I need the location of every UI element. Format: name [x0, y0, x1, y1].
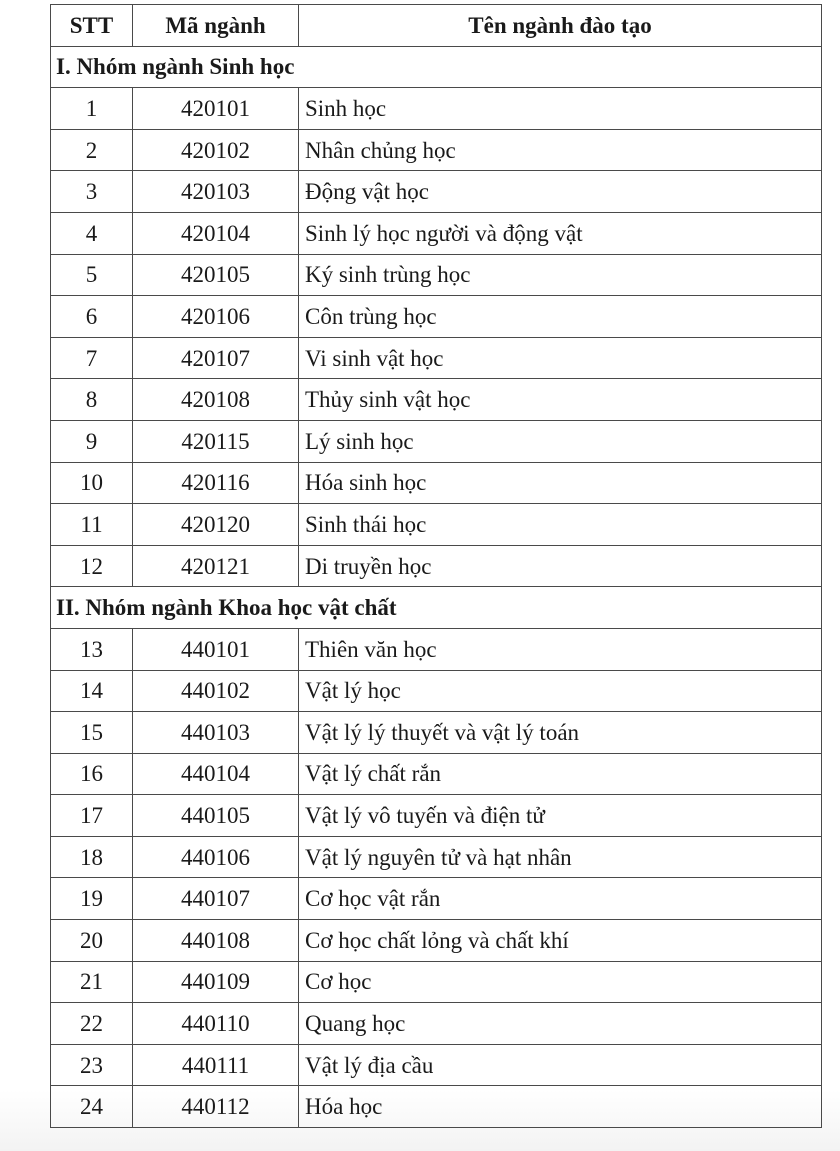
stt-cell: 22	[51, 1003, 133, 1045]
table-row	[51, 171, 822, 213]
table-row	[51, 1044, 822, 1086]
name-cell: Vật lý nguyên tử và hạt nhân	[299, 836, 822, 878]
code-cell: 440108	[133, 920, 299, 962]
stt-cell: 24	[51, 1086, 133, 1128]
table-row	[51, 212, 822, 254]
code-cell: 420108	[133, 379, 299, 421]
name-cell: Vật lý học	[299, 670, 822, 712]
stt-cell: 23	[51, 1044, 133, 1086]
table-row	[51, 545, 822, 587]
table-row	[51, 628, 822, 670]
group-title: II. Nhóm ngành Khoa học vật chất	[51, 587, 822, 629]
name-cell: Sinh học	[299, 88, 822, 130]
table-row	[51, 836, 822, 878]
header-code: Mã ngành	[133, 5, 299, 47]
table-row	[51, 504, 822, 546]
name-cell: Hóa sinh học	[299, 462, 822, 504]
code-cell: 420105	[133, 254, 299, 296]
code-cell: 420116	[133, 462, 299, 504]
stt-cell: 18	[51, 836, 133, 878]
code-cell: 420120	[133, 504, 299, 546]
code-cell: 440103	[133, 712, 299, 754]
header-name: Tên ngành đào tạo	[299, 5, 822, 47]
name-cell: Vật lý địa cầu	[299, 1044, 822, 1086]
name-cell: Hóa học	[299, 1086, 822, 1128]
name-cell: Di truyền học	[299, 545, 822, 587]
code-cell: 440106	[133, 836, 299, 878]
code-cell: 440112	[133, 1086, 299, 1128]
name-cell: Cơ học chất lỏng và chất khí	[299, 920, 822, 962]
name-cell: Sinh lý học người và động vật	[299, 212, 822, 254]
code-cell: 420106	[133, 296, 299, 338]
name-cell: Cơ học	[299, 961, 822, 1003]
code-cell: 420103	[133, 171, 299, 213]
table-row	[51, 254, 822, 296]
name-cell: Thủy sinh vật học	[299, 379, 822, 421]
stt-cell: 6	[51, 296, 133, 338]
table-row	[51, 961, 822, 1003]
name-cell: Cơ học vật rắn	[299, 878, 822, 920]
stt-cell: 4	[51, 212, 133, 254]
code-cell: 440111	[133, 1044, 299, 1086]
table-row	[51, 462, 822, 504]
table-row	[51, 920, 822, 962]
code-cell: 440104	[133, 753, 299, 795]
table-row	[51, 670, 822, 712]
table-row	[51, 1086, 822, 1128]
name-cell: Vật lý lý thuyết và vật lý toán	[299, 712, 822, 754]
name-cell: Quang học	[299, 1003, 822, 1045]
stt-cell: 21	[51, 961, 133, 1003]
name-cell: Động vật học	[299, 171, 822, 213]
code-cell: 440107	[133, 878, 299, 920]
name-cell: Côn trùng học	[299, 296, 822, 338]
table-row	[51, 379, 822, 421]
code-cell: 420101	[133, 88, 299, 130]
stt-cell: 8	[51, 379, 133, 421]
code-cell: 440102	[133, 670, 299, 712]
stt-cell: 20	[51, 920, 133, 962]
stt-cell: 3	[51, 171, 133, 213]
stt-cell: 12	[51, 545, 133, 587]
code-cell: 420104	[133, 212, 299, 254]
table-row	[51, 712, 822, 754]
name-cell: Thiên văn học	[299, 628, 822, 670]
stt-cell: 1	[51, 88, 133, 130]
code-cell: 440105	[133, 795, 299, 837]
header-stt: STT	[51, 5, 133, 47]
name-cell: Vật lý vô tuyến và điện tử	[299, 795, 822, 837]
majors-table	[50, 4, 822, 1128]
stt-cell: 14	[51, 670, 133, 712]
group-title: I. Nhóm ngành Sinh học	[51, 46, 822, 88]
table-body	[51, 46, 822, 1127]
table-row	[51, 795, 822, 837]
code-cell: 420121	[133, 545, 299, 587]
name-cell: Sinh thái học	[299, 504, 822, 546]
group-row	[51, 587, 822, 629]
name-cell: Lý sinh học	[299, 420, 822, 462]
group-row	[51, 46, 822, 88]
stt-cell: 17	[51, 795, 133, 837]
stt-cell: 2	[51, 129, 133, 171]
stt-cell: 16	[51, 753, 133, 795]
table-row	[51, 88, 822, 130]
name-cell: Ký sinh trùng học	[299, 254, 822, 296]
header-row	[51, 5, 822, 47]
stt-cell: 7	[51, 337, 133, 379]
stt-cell: 9	[51, 420, 133, 462]
table-row	[51, 296, 822, 338]
stt-cell: 15	[51, 712, 133, 754]
table-row	[51, 753, 822, 795]
code-cell: 440109	[133, 961, 299, 1003]
stt-cell: 19	[51, 878, 133, 920]
table-row	[51, 878, 822, 920]
code-cell: 440110	[133, 1003, 299, 1045]
table-row	[51, 420, 822, 462]
stt-cell: 5	[51, 254, 133, 296]
stt-cell: 13	[51, 628, 133, 670]
stt-cell: 10	[51, 462, 133, 504]
name-cell: Vi sinh vật học	[299, 337, 822, 379]
name-cell: Vật lý chất rắn	[299, 753, 822, 795]
table-row	[51, 1003, 822, 1045]
table-row	[51, 337, 822, 379]
code-cell: 440101	[133, 628, 299, 670]
code-cell: 420102	[133, 129, 299, 171]
name-cell: Nhân chủng học	[299, 129, 822, 171]
stt-cell: 11	[51, 504, 133, 546]
code-cell: 420115	[133, 420, 299, 462]
table-row	[51, 129, 822, 171]
code-cell: 420107	[133, 337, 299, 379]
